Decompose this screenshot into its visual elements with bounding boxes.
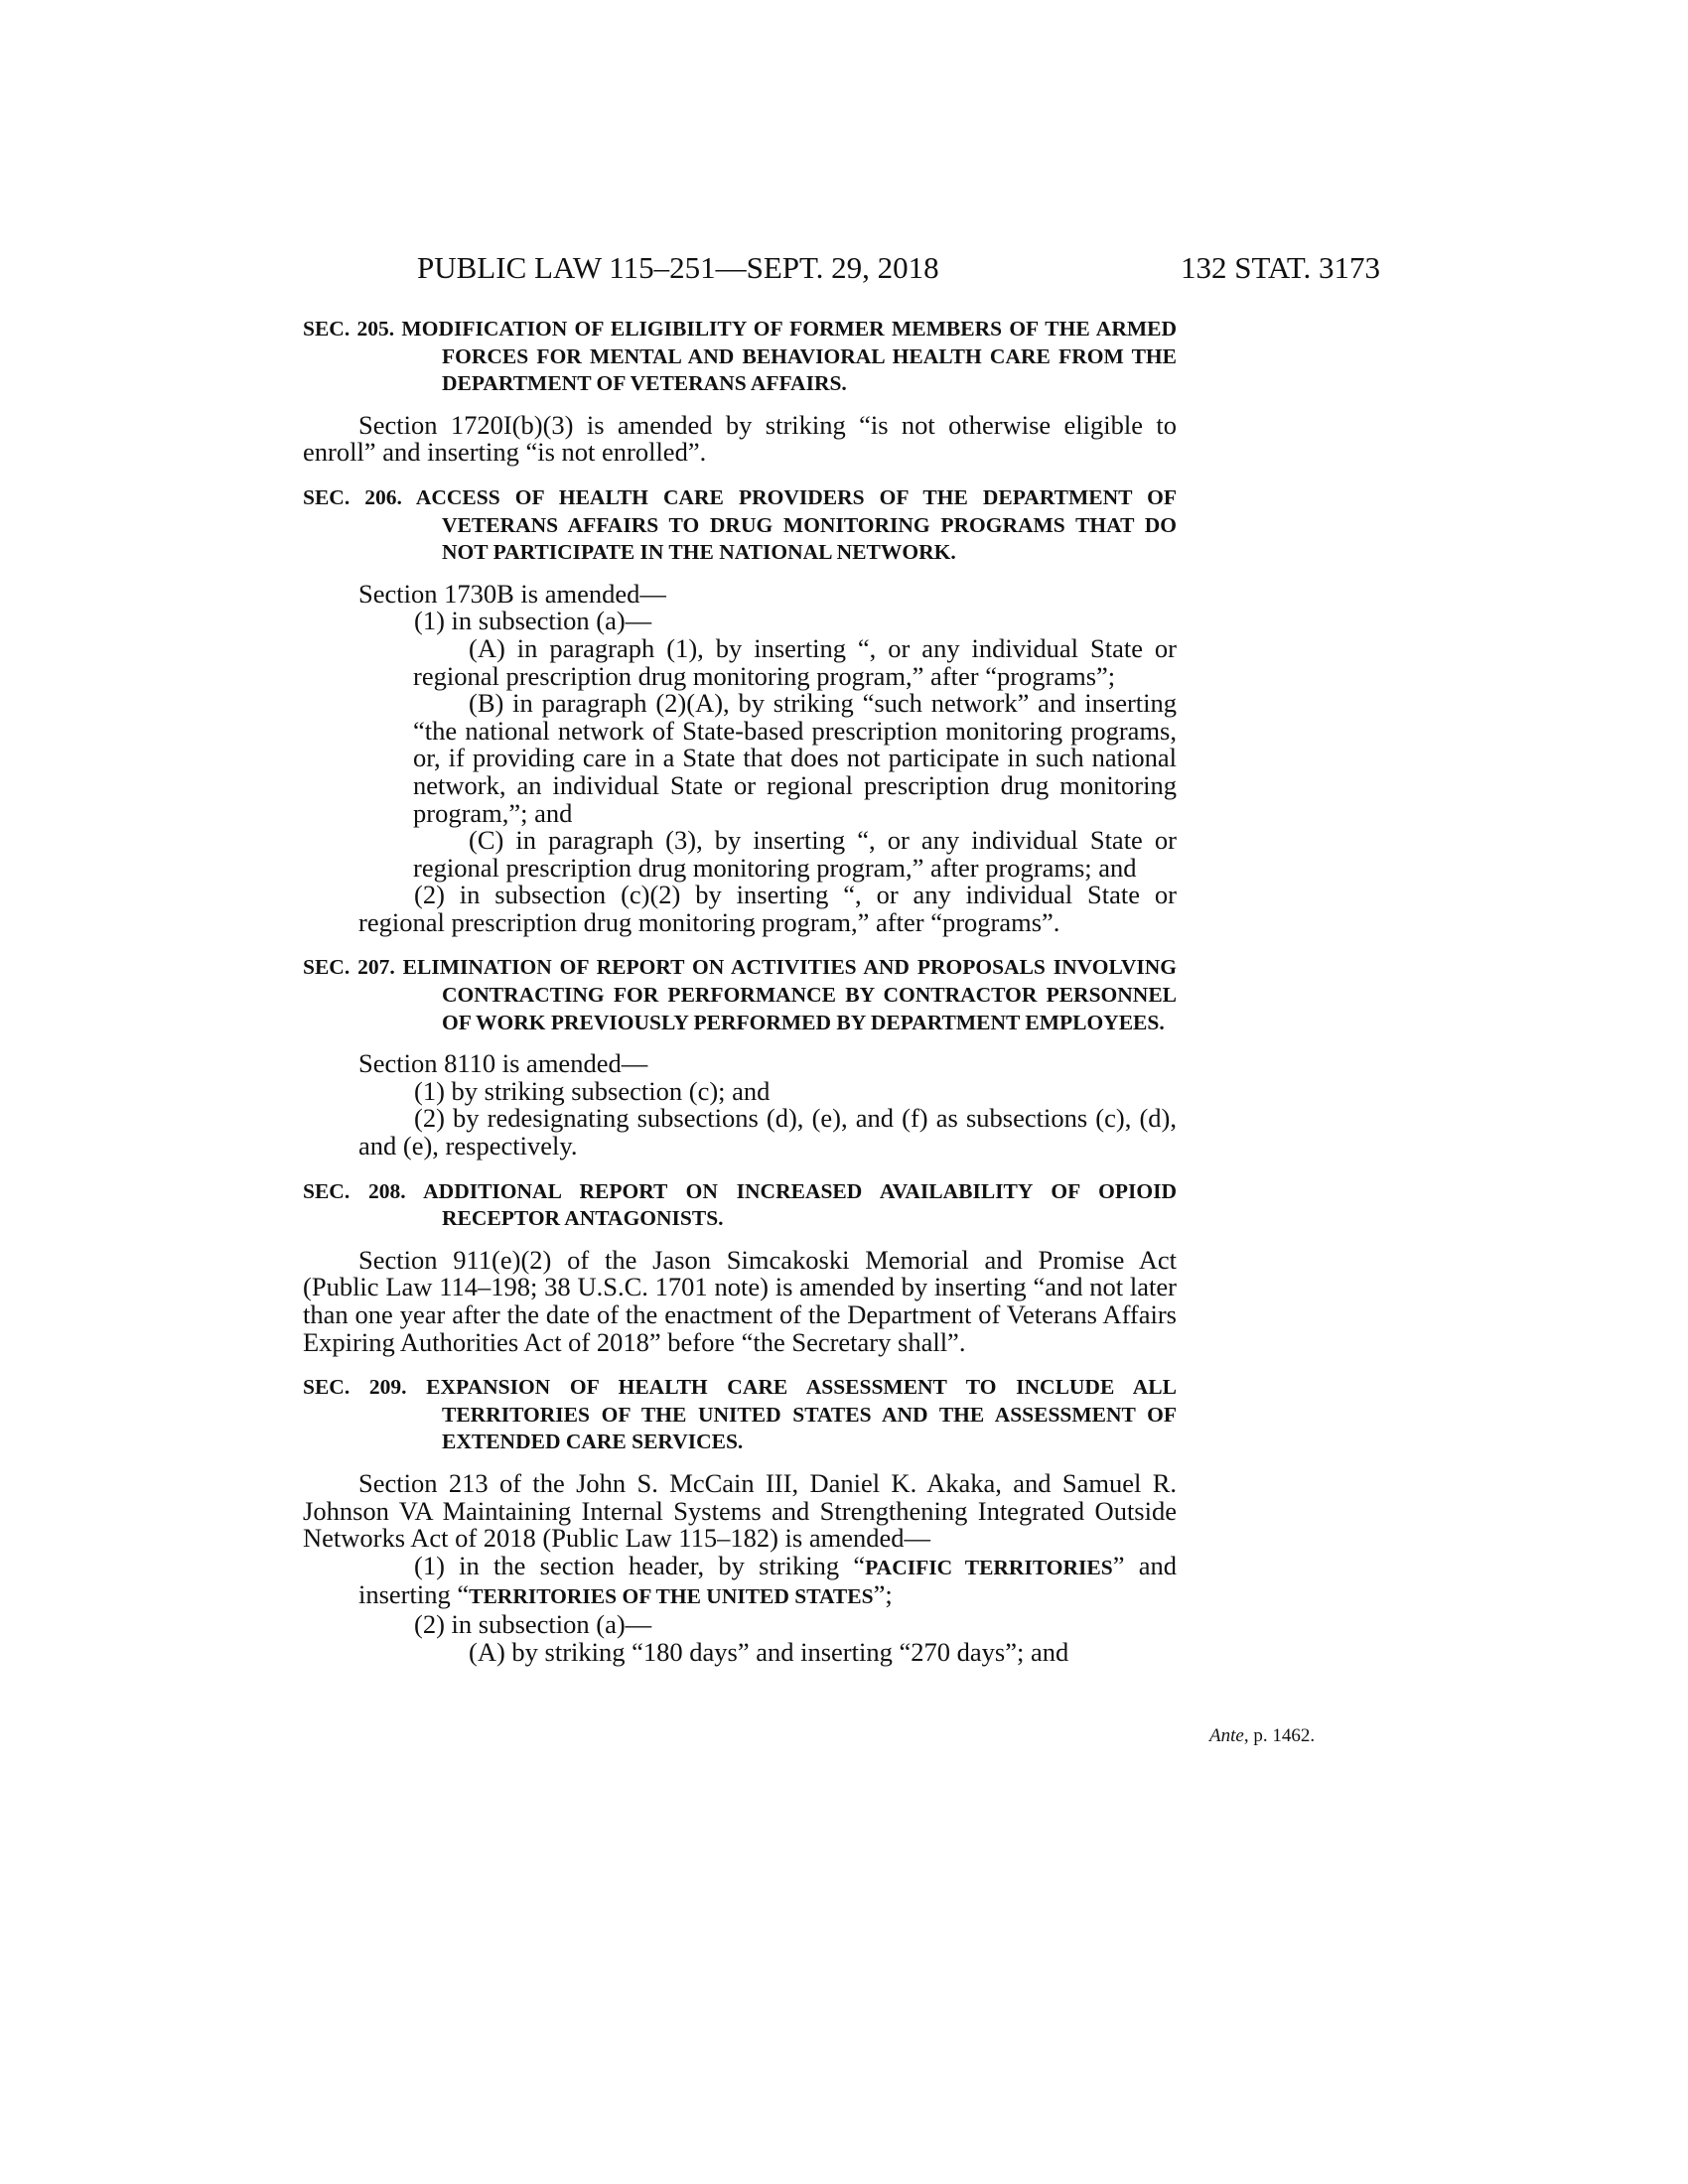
page-reference: 132 STAT. 3173 [1180,250,1380,285]
margin-citation-rest: , p. 1462. [1243,1725,1316,1746]
list-item: (A) in paragraph (1), by inserting “, or any individual State or regional prescription drug monitoring program,” after “programs”; [413,632,1177,691]
section-number: SEC. 206. [303,484,402,509]
list-item: (1) in subsection (a)— [414,606,652,636]
section-paragraph: Section 213 of the John S. McCain III, Daniel K. Akaka, and Samuel R. Johnson VA Maintaining Internal Systems and Strengthening Integrated Outside Networks Act of 2018 (Public Law 115–182) is amended— [303,1467,1177,1554]
list-item: (A) by striking “180 days” and inserting “270 days”; and [469,1636,1069,1667]
section-207 [303,954,1177,1160]
section-title: MODIFICATION OF ELIGIBILITY OF FORMER MEMBERS OF THE ARMED FORCES FOR MENTAL AND BEHAVIORAL HEALTH CARE FROM THE DEPARTMENT OF VETERANS AFFAIRS. [401,317,1178,396]
section-heading [303,316,1177,398]
item-text: ”; [873,1579,893,1610]
section-206 [303,484,1177,937]
item-text: (1) in the section header, by striking “ [414,1550,866,1580]
list-item: (1) by striking subsection (c); and [414,1075,771,1106]
section-paragraph: Section 1720I(b)(3) is amended by striking “is not otherwise eligible to enroll” and inserting “is not enrolled”. [303,409,1177,468]
page-header [417,250,1380,290]
section-number: SEC. 205. [303,317,395,341]
section-heading [303,484,1177,567]
list-item [303,1550,1177,1611]
section-heading [303,1178,1177,1233]
section-heading [303,954,1177,1036]
section-number: SEC. 208. [303,1178,406,1203]
section-208 [303,1178,1177,1357]
inserted-header-text: TERRITORIES OF THE UNITED STATES [469,1584,874,1609]
section-209 [303,1374,1177,1666]
section-number: SEC. 207. [303,955,395,980]
list-item: (C) in paragraph (3), by inserting “, or any individual State or regional prescription drug monitoring program,” after programs; and [413,825,1177,883]
list-item: (2) in subsection (a)— [414,1608,652,1639]
section-number: SEC. 209. [303,1375,407,1400]
section-heading [303,1374,1177,1456]
document-body [303,316,1177,1666]
section-paragraph: Section 911(e)(2) of the Jason Simcakoski Memorial and Promise Act (Public Law 114–198; 38 U.S.C. 1701 note) is amended by inserting “and not later than one year after the date of the enactment of the Department of Veterans Affairs Expiring Authorities Act of 2018” before “the Secretary shall”. [303,1244,1177,1357]
margin-citation-italic: Ante [1209,1725,1244,1746]
section-title: EXPANSION OF HEALTH CARE ASSESSMENT TO INCLUDE ALL TERRITORIES OF THE UNITED STATES AND THE ASSESSMENT OF EXTENDED CARE SERVICES. [426,1375,1177,1454]
section-title: ACCESS OF HEALTH CARE PROVIDERS OF THE DEPARTMENT OF VETERANS AFFAIRS TO DRUG MONITORING PROGRAMS THAT DO NOT PARTICIPATE IN THE NATIONAL NETWORK. [415,484,1177,565]
item-text: ” and inserting “ [358,1550,1177,1610]
section-title: ELIMINATION OF REPORT ON ACTIVITIES AND PROPOSALS INVOLVING CONTRACTING FOR PERFORMANCE BY CONTRACTOR PERSONNEL OF WORK PREVIOUSLY PERFORMED BY DEPARTMENT EMPLOYEES. [402,955,1177,1034]
struck-header-text: PACIFIC TERRITORIES [865,1555,1113,1579]
list-item: (B) in paragraph (2)(A), by striking “such network” and inserting “the national network of State-based prescription monitoring programs, or, if providing care in a State that does not participate in such national network, an individual State or regional prescription drug monitoring program,”; and [413,688,1177,828]
list-item: (2) by redesignating subsections (d), (e), and (f) as subsections (c), (d), and (e), respectively. [358,1103,1177,1161]
list-item: (2) in subsection (c)(2) by inserting “, or any individual State or regional prescription drug monitoring program,” after “programs”. [358,880,1177,937]
section-title: ADDITIONAL REPORT ON INCREASED AVAILABILITY OF OPIOID RECEPTOR ANTAGONISTS. [423,1178,1177,1231]
running-title: PUBLIC LAW 115–251—SEPT. 29, 2018 [417,250,939,285]
section-205 [303,316,1177,467]
section-intro: Section 1730B is amended— [358,578,666,609]
margin-citation [1209,1725,1315,1747]
section-intro: Section 8110 is amended— [358,1048,648,1079]
